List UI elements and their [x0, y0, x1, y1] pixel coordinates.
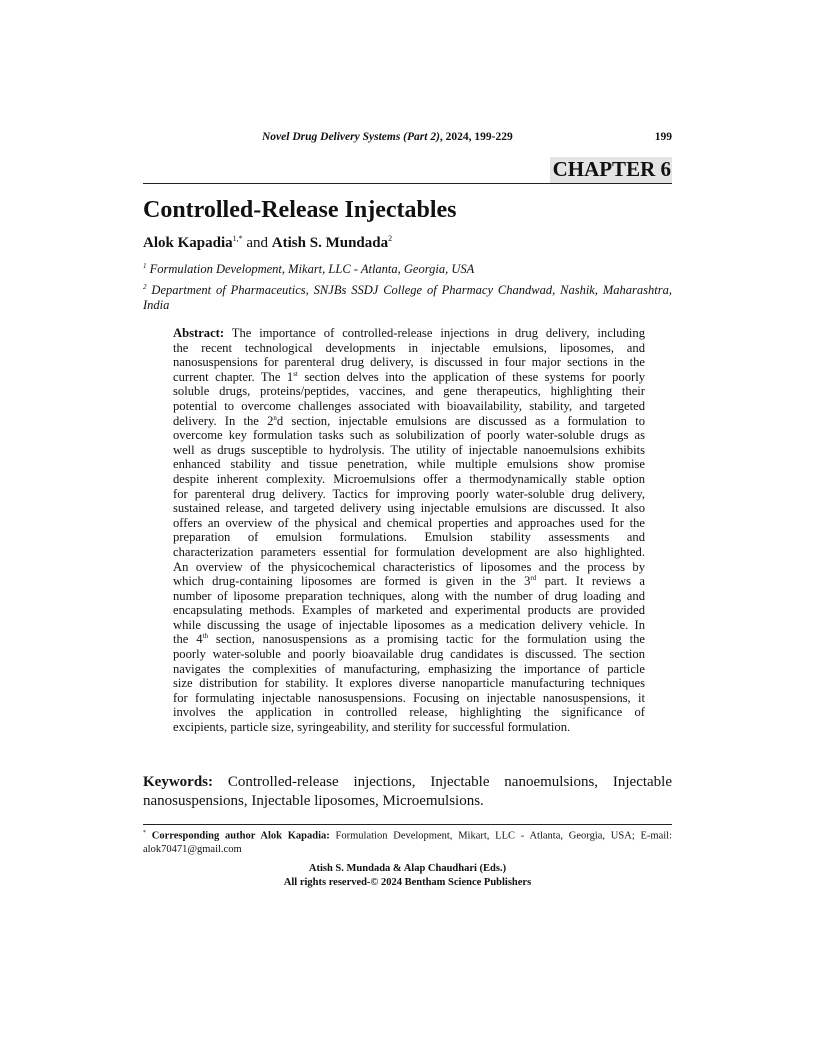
affiliation-number: 1	[143, 262, 147, 270]
editors-line: Atish S. Mundada & Alap Chaudhari (Eds.)	[308, 863, 507, 874]
ordinal-superscript: th	[202, 632, 209, 641]
chapter-label: CHAPTER 6	[550, 157, 672, 183]
abstract-line: nanosuspensions for parenteral drug delivery, is discussed in four major sections in the	[173, 355, 645, 370]
abstract-line: despite inherent complexity. Microemulsions offer a thermodynamically stable option	[173, 471, 645, 486]
journal-details: , 2024, 199-229	[439, 131, 513, 143]
header-rule	[143, 183, 672, 184]
affiliation-text: Formulation Development, Mikart, LLC - Atlanta, Georgia, USA	[146, 262, 475, 277]
authors	[143, 234, 392, 252]
ordinal-superscript: st	[293, 369, 298, 378]
abstract-line: characterization parameters essential for formulation development are also highlighted.	[173, 544, 645, 559]
editors-block	[143, 862, 672, 889]
copyright-line: All rights reserved-© 2024 Bentham Science Publishers	[283, 876, 532, 888]
footnote-text: Formulation Development, Mikart, LLC - Atlanta, Georgia, USA; E-mail: alok70471@gmail.com	[143, 830, 672, 855]
chapter-title: Controlled-Release Injectables	[143, 197, 457, 223]
page-number: 199	[654, 131, 672, 143]
abstract-line: overcome key formulation tasks such as solubilization of poorly water-soluble drugs as	[173, 428, 645, 443]
abstract-line: potential to overcome challenges associated with bioavailability, stability, and targeted	[173, 398, 645, 413]
author-1-sup: 1,*	[232, 234, 243, 243]
abstract	[173, 326, 645, 735]
abstract-line: delivery. In the 2$^n$d section, injectable emulsions are discussed as a formulation to	[173, 413, 645, 428]
abstract-line: encapsulating methods. Examples of marketed and experimental products are provided	[173, 603, 645, 618]
affiliation-number: 2	[143, 283, 147, 291]
author-conj: and	[242, 235, 272, 251]
affiliation-1	[143, 259, 672, 277]
keywords-label: Keywords:	[143, 774, 213, 790]
abstract-line: Abstract: The importance of controlled-release injections in drug delivery, including	[173, 326, 645, 340]
abstract-line: preparation of emulsion formulations. Emulsion stability assessments and	[173, 530, 645, 545]
abstract-line: well as drugs susceptible to hydrolysis. The utility of injectable nanoemulsions exhibits	[173, 442, 645, 457]
keywords	[143, 773, 672, 811]
author-1: Alok Kapadia	[143, 235, 233, 251]
abstract-line: soluble drugs, proteins/peptides, vaccines, and gene therapeutics, highlighting their	[173, 384, 645, 399]
abstract-label: Abstract:	[173, 326, 225, 340]
affiliation-text: Department of Pharmaceutics, SNJBs SSDJ College of Pharmacy Chandwad, Nashik, Maharashtra, India	[143, 283, 672, 313]
abstract-line: navigates the complexities of manufacturing, emphasizing the importance of particle	[173, 661, 645, 676]
abstract-line: number of liposome preparation techniques, along with the number of drug loading and	[173, 588, 645, 603]
author-2: Atish S. Mundada	[271, 235, 389, 251]
footnote-label: Corresponding author Alok Kapadia:	[146, 830, 330, 842]
footnote	[143, 827, 672, 856]
abstract-line: the recent technological developments in injectable emulsions, liposomes, and	[173, 340, 645, 355]
abstract-line: which drug-containing liposomes are formed is given in the 3rd part. It reviews a	[173, 573, 645, 589]
abstract-line: excipients, particle size, syringeability, and sterility for successful formulation.	[173, 720, 571, 735]
ordinal-superscript: rd	[530, 573, 537, 582]
author-2-sup: 2	[388, 234, 393, 243]
abstract-line: enhanced stability and tissue penetration, while multiple emulsions show promise	[173, 457, 645, 472]
journal-title: Novel Drug Delivery Systems (Part 2)	[262, 131, 440, 143]
abstract-line: poorly water-soluble and poorly bioavailable drug candidates is discussed. The section	[173, 647, 645, 662]
abstract-line: for parenteral drug delivery. Tactics for improving poorly water-soluble drug delivery,	[173, 486, 645, 501]
affiliation-2	[143, 280, 672, 313]
abstract-line: size distribution for stability. It explores diverse nanoparticle manufacturing techniques	[173, 676, 645, 691]
abstract-line: sustained release, and targeted delivery using injectable emulsions are discussed. It also	[173, 501, 645, 516]
abstract-line: the 4th section, nanosuspensions as a promising tactic for the formulation using the	[173, 632, 645, 647]
ordinal-superscript: n	[273, 413, 277, 422]
abstract-line: An overview of the physicochemical characteristics of liposomes and the process by	[173, 559, 645, 574]
abstract-line: for formulating injectable nanosuspensions. Focusing on injectable nanosuspensions, it	[173, 690, 645, 705]
keywords-text: Controlled-release injections, Injectable nanoemulsions, Injectable nanosuspensions, Injectable liposomes, Microemulsions.	[143, 774, 672, 809]
footnote-rule	[143, 824, 672, 825]
abstract-line: while discussing the usage of injectable liposomes as a medication delivery vehicle. In	[173, 617, 645, 632]
abstract-line: offers an overview of the physical and chemical properties and approaches used for the	[173, 515, 645, 530]
abstract-line: involves the application in controlled release, highlighting the significance of	[173, 705, 645, 720]
footnote-mark: *	[143, 830, 146, 836]
abstract-line: current chapter. The 1st section delves into the application of these systems for poorly	[173, 369, 645, 384]
